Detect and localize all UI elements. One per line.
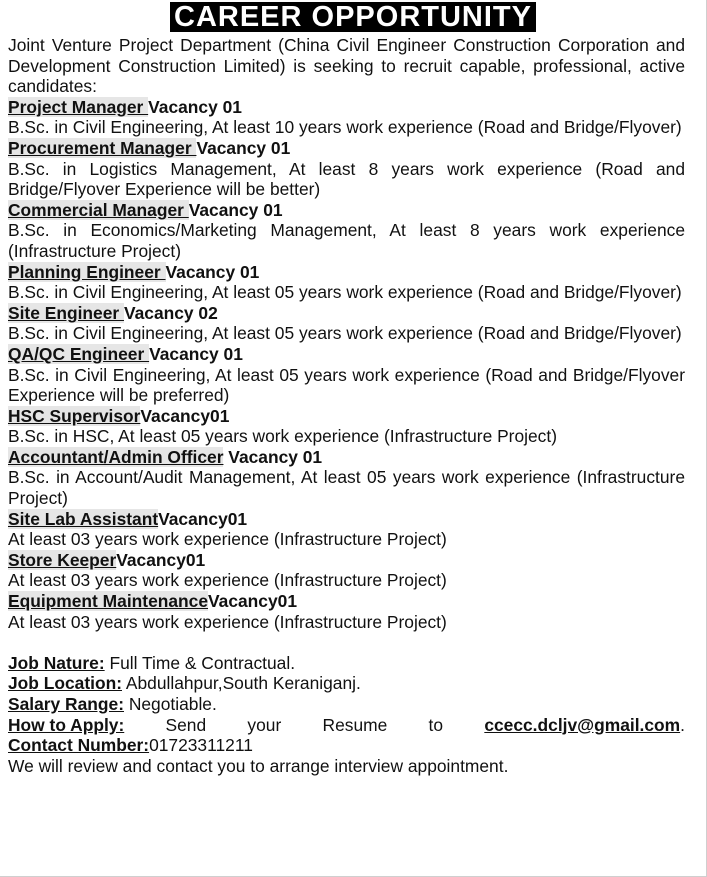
position-title: [8, 550, 685, 571]
page-title: CAREER OPPORTUNITY: [170, 2, 536, 32]
job-location-row: [8, 673, 685, 694]
position-name: Accountant/Admin Officer: [8, 446, 224, 467]
ad-body: [8, 35, 685, 776]
position-vacancy: Vacancy01: [140, 405, 230, 426]
contact-label: Contact Number:: [8, 735, 150, 756]
position-list: [8, 97, 685, 632]
position-name: Site Engineer: [8, 302, 124, 323]
email-group: [484, 715, 685, 736]
job-details: [8, 653, 685, 777]
position-item: [8, 97, 685, 138]
position-item: [8, 550, 685, 591]
apply-word: Send: [165, 714, 207, 735]
position-vacancy: Vacancy 01: [188, 199, 283, 220]
position-title: [8, 591, 685, 612]
job-location-label: Job Location:: [8, 673, 122, 694]
position-requirement: B.Sc. in Civil Engineering, At least 05 years work experience (Road and Bridge/Flyover): [8, 323, 682, 344]
position-vacancy: Vacancy 01: [196, 137, 291, 158]
position-requirement: At least 03 years work experience (Infrastructure Project): [8, 529, 447, 550]
position-name: Site Lab Assistant: [8, 508, 159, 529]
how-to-apply-row: [8, 715, 685, 736]
position-name: HSC Supervisor: [8, 405, 141, 426]
contact-number: 01723311211: [149, 735, 253, 756]
position-requirement: B.Sc. in Logistics Management, At least 8 years work experience (Road and Bridge/Flyover Experience will be better): [8, 158, 685, 200]
apply-word: Resume: [322, 714, 388, 735]
job-location-value: Abdullahpur,South Keraniganj.: [122, 673, 361, 694]
position-title: [8, 138, 685, 159]
job-nature-row: [8, 653, 685, 674]
position-name: Equipment Maintenance: [8, 591, 209, 612]
apply-end: .: [680, 714, 685, 735]
apply-word: to: [428, 714, 444, 735]
position-title: [8, 447, 685, 468]
position-item: [8, 303, 685, 344]
position-name: Store Keeper: [8, 549, 117, 570]
position-vacancy: Vacancy 01: [149, 343, 243, 364]
position-requirement: At least 03 years work experience (Infrastructure Project): [8, 611, 447, 632]
position-requirement: B.Sc. in Account/Audit Management, At least 05 years work experience (Infrastructure Project): [8, 467, 685, 509]
position-item: [8, 406, 685, 447]
position-title: [8, 97, 685, 118]
salary-label: Salary Range:: [8, 694, 124, 714]
position-item: [8, 509, 685, 550]
position-vacancy: Vacancy 01: [165, 261, 260, 282]
position-vacancy: Vacancy 01: [148, 96, 242, 117]
position-item: [8, 138, 685, 200]
salary-value: Negotiable.: [124, 694, 217, 714]
position-vacancy: Vacancy01: [208, 591, 297, 612]
closing-note: We will review and contact you to arrange interview appointment.: [8, 755, 509, 776]
job-nature-value: Full Time & Contractual.: [104, 652, 296, 673]
position-name: Planning Engineer: [8, 261, 166, 282]
position-vacancy: Vacancy01: [158, 508, 248, 529]
position-title: [8, 200, 685, 221]
position-item: [8, 447, 685, 509]
position-item: [8, 200, 685, 262]
position-item: [8, 262, 685, 303]
position-title: [8, 509, 685, 530]
position-vacancy: Vacancy01: [116, 549, 206, 570]
contact-row: [8, 735, 685, 756]
position-title: [8, 262, 685, 283]
intro-paragraph: Joint Venture Project Department (China Civil Engineer Construction Corporation and Development Construction Limited) is seeking to recruit capable, professional, active candidates:: [8, 35, 685, 97]
email-link[interactable]: ccecc.dcljv@gmail.com: [484, 714, 681, 735]
position-requirement: B.Sc. in HSC, At least 05 years work experience (Infrastructure Project): [8, 426, 557, 447]
position-requirement: B.Sc. in Civil Engineering, At least 05 years work experience (Road and Bridge/Flyover Experience will be preferred): [8, 364, 685, 406]
position-item: [8, 344, 685, 406]
spacer: [8, 632, 685, 653]
position-requirement: B.Sc. in Civil Engineering, At least 05 years work experience (Road and Bridge/Flyover): [8, 282, 682, 303]
job-nature-label: Job Nature:: [8, 652, 105, 673]
title-wrap: [0, 0, 706, 32]
position-name: Procurement Manager: [8, 137, 197, 158]
position-title: [8, 344, 685, 365]
position-name: Project Manager: [8, 96, 149, 117]
position-name: Commercial Manager: [8, 199, 189, 220]
position-vacancy: Vacancy 02: [123, 302, 218, 323]
position-requirement: B.Sc. in Civil Engineering, At least 10 years work experience (Road and Bridge/Flyover): [8, 117, 682, 138]
position-title: [8, 406, 685, 427]
how-to-apply-label: How to Apply:: [8, 714, 125, 735]
position-vacancy: Vacancy 01: [223, 446, 323, 467]
position-title: [8, 303, 685, 324]
position-item: [8, 591, 685, 632]
apply-word: your: [247, 714, 282, 735]
position-requirement: At least 03 years work experience (Infrastructure Project): [8, 570, 447, 591]
salary-row: [8, 694, 685, 715]
position-name: QA/QC Engineer: [8, 343, 150, 364]
position-requirement: B.Sc. in Economics/Marketing Management, At least 8 years work experience (Infrastructure Project): [8, 220, 685, 261]
